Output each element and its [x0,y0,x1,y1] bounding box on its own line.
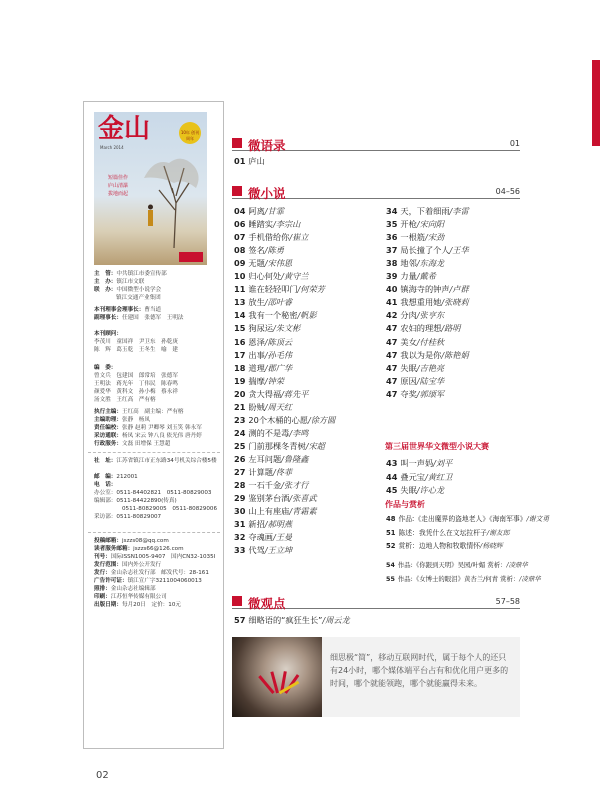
section-title: 微观点 [248,596,286,611]
toc-author: /许心龙 [416,485,445,495]
toc-author: /张才行 [281,480,309,491]
toc-entry[interactable] [234,218,300,230]
toc-author: /宋伟恩 [264,258,293,269]
magazine-cover-image [94,112,207,265]
masthead-footer: 投稿邮箱：jszzs08@qq.com 读者服务邮箱：jszzs66@126.com 刊号：国际ISSN1005-9407 国内CN32-1035I 发行范围：国内外公开发行 发行：金山杂志社发行部 邮发代号：28-161 广告许可证：镇江宣广字3211004060013 照排：金山杂志社编辑部 印刷：江苏恒华传媒有限公司 出版日期：每月20日 定价：10元 [94,538,216,608]
toc-author: /戴希 [416,271,436,282]
toc-author: /钟荣 [264,375,284,386]
toc-page-number: 26 [234,453,246,464]
toc-author: /谢友郎 [486,528,510,537]
toc-author: /张晓莉 [441,297,469,308]
toc-title: 夺奖 [400,388,417,399]
toc-author: /佟菲 [272,467,293,477]
toc-page-number: 29 [234,493,246,504]
toc-author: /凌鼎华 [506,561,528,569]
toc-title: 归心何处 [248,271,282,282]
toc-entry[interactable] [386,484,444,496]
toc-author: /青霜素 [289,506,317,517]
toc-title: 力量 [400,271,417,282]
section-header-weiguandian [232,595,520,609]
masthead-advisors: 本刊顾问： 李茂川 童国祥 尹卫东 孙乾庚 陈 辉 葛玉乾 王冬生 喻 建 [94,331,178,353]
toc-entry[interactable] [234,414,335,426]
toc-entry[interactable] [234,231,309,243]
toc-page-number: 36 [386,232,398,243]
toc-page-number: 16 [234,336,246,347]
toc-entry[interactable] [234,479,309,491]
toc-author: /王曼 [272,532,293,543]
toc-entry[interactable] [386,540,503,552]
toc-entry[interactable] [234,349,292,361]
toc-author: /谢文勇 [526,515,550,523]
review-subheading: 作品与赏析 [385,500,425,509]
toc-title: 恩泽 [248,336,265,347]
toc-page-number: 21 [234,401,246,412]
toc-page-number: 31 [234,519,246,530]
toc-title: 失眠 [400,485,417,495]
toc-title: 赏析：边地人物和牧歌情怀 [398,542,481,550]
toc-page-number: 30 [234,506,246,517]
toc-author: /李雷 [449,206,469,216]
toc-page-number: 54 [386,561,395,569]
toc-entry[interactable] [234,205,284,217]
toc-page-number: 47 [386,323,398,334]
toc-entry[interactable] [234,466,292,478]
toc-entry[interactable] [234,362,292,374]
toc-title: 一根筋 [400,232,425,243]
toc-entry[interactable]: 57 细略语的“疯狂生长”/周云龙 [234,615,350,625]
toc-author: /宋向阳 [416,219,445,230]
toc-page-number: 06 [234,219,246,230]
toc-title: 贪大得福 [248,388,282,399]
section-marker-icon [232,596,242,606]
toc-page-number: 39 [386,271,398,282]
section-page-range: 04–56 [495,187,520,196]
toc-title: 出事 [248,349,265,360]
toc-page-number: 55 [386,574,395,583]
masthead-divider [88,532,220,533]
toc-author: /陈勇 [264,245,284,256]
toc-author: /朱文彬 [272,323,301,334]
toc-author: /陈艳娟 [441,349,469,360]
toc-page-number: 33 [234,545,246,556]
masthead-council: 本刊理事会理事长：曹当道 副理事长：任建国 张德军 王明法 [94,307,184,321]
toc-title: 我有一个秘密 [248,310,298,321]
toc-author: /徐方圆 [307,414,336,425]
toc-page-number: 11 [234,284,246,295]
toc-entry[interactable] [234,531,292,543]
toc-entry[interactable]: 01 庐山 [234,156,265,166]
toc-page-number: 04 [234,206,246,216]
toc-author: /郝明燕 [264,519,293,530]
toc-page-number: 51 [386,528,396,537]
cover-tree-illustration [134,148,204,248]
toc-title: 手机借给你 [248,232,290,243]
toc-author: /黄红卫 [424,471,453,482]
toc-entry[interactable] [234,401,292,413]
toc-author: /刘平 [433,458,453,468]
toc-title: 原因 [400,375,417,386]
toc-title: 鉴别茅台酒 [248,493,290,504]
toc-title: 局长撞了个人 [400,245,450,256]
cover-issue-date: March 2014 [100,145,124,150]
toc-entry[interactable] [386,513,549,525]
toc-author: /路明 [441,323,461,334]
toc-page-number: 14 [234,310,246,321]
toc-entry[interactable] [234,257,292,269]
section-header-weiyulu [232,137,520,151]
toc-title: 我想重用她 [400,297,442,308]
toc-page-number: 48 [386,515,396,523]
toc-entry[interactable] [234,270,309,282]
cover-logo: 金山 [98,114,151,144]
toc-author: /宋劲 [424,232,445,243]
section-page-range: 01 [509,139,520,148]
toc-title: 一石千金 [248,480,282,491]
toc-entry[interactable] [386,218,444,230]
toc-page-number: 47 [386,375,398,386]
toc-author: /杨晓辉 [480,542,503,550]
toc-author: /陈顶云 [264,336,293,347]
masthead-panel [83,101,224,749]
toc-page-number: 42 [386,310,398,321]
section-marker-icon [232,138,242,148]
toc-entry[interactable] [386,388,444,400]
toc-title: 阿离 [248,206,265,216]
chapter-edge-tab [592,60,600,146]
toc-title: 测的不是毒 [248,427,290,438]
toc-entry[interactable] [234,296,292,308]
quote-photo-image [232,637,322,717]
toc-entry[interactable] [234,544,292,556]
toc-page-number: 15 [234,323,246,334]
toc-page-number: 20 [234,388,246,399]
page-number: 02 [96,770,109,781]
masthead-contact: 社 址：江苏省镇江市正东路34号机关综合楼5楼 邮 编：212001 电 话： 办公室：0511-84402821 0511-80829003 编辑部：0511-84422890(传真) 0511-80829005 0511-80829006 采访部：0511-80829007 [94,458,218,520]
toc-page-number: 45 [386,485,398,495]
toc-page-number: 32 [234,532,246,543]
toc-author: /陆宝华 [416,375,445,386]
toc-title: 作品:《女博士的眼泪》黄杏兰/何青 赏析： [397,574,520,583]
toc-title: 无题 [248,258,265,269]
toc-page-number: 47 [386,336,398,347]
toc-entry[interactable] [234,453,309,465]
toc-entry[interactable] [386,573,541,585]
contest-subheading: 第三届世界华文微型小说大赛 [385,442,489,451]
toc-page-number: 18 [234,362,246,373]
toc-entry[interactable] [386,349,469,361]
toc-author: /吉艳亮 [416,362,445,373]
toc-entry[interactable] [386,322,461,334]
toc-page-number: 44 [386,471,398,482]
toc-entry[interactable] [386,471,452,483]
toc-title: 签名 [248,245,265,256]
masthead-editors: 编 委： 曾文兵 包建国 郎常培 张德军 王明法 蒋光年 丁伟民 陈春鸣 颜爱华 黄科文 孙小梅 蔡永祥 汤文胜 王红高 严有榕 [94,365,178,403]
toc-page-number: 09 [234,258,246,269]
toc-author: /王立坤 [264,545,293,556]
toc-page-number: 23 [234,414,246,425]
toc-entry[interactable] [234,518,292,530]
toc-entry[interactable] [386,559,528,571]
toc-title: 天，下着细雨 [400,206,450,216]
section-title: 微小说 [248,186,286,201]
masthead-divider [88,452,220,453]
toc-title: 镇海寺的钟声 [400,284,450,295]
toc-title: 新招 [248,519,265,530]
toc-author: /张喜武 [289,493,317,504]
toc-page-number: 28 [234,480,246,491]
toc-entry[interactable] [234,427,309,439]
toc-entry[interactable] [386,309,444,321]
toc-page-number: 17 [234,349,246,360]
toc-page-number: 25 [234,440,246,451]
toc-entry[interactable] [234,283,325,295]
toc-title: 叫一声妈 [400,458,434,468]
quote-text: 细思极“简”，移动互联网时代，属于每个人的还只有24小时，哪个媒体端平台占有和优化用户更多的时间，哪个就能领跑，哪个就能赢得未来。 [330,653,509,688]
toc-page-number: 10 [234,271,246,282]
cover-headlines: 短篇佳作 庐山清瀑 拔地而起 [108,175,129,197]
toc-author: /东海龙 [416,258,445,269]
toc-title: 睡踏实 [248,219,273,230]
toc-page-number: 27 [234,467,246,477]
toc-author: /卢群 [449,284,469,295]
toc-author: /郡广华 [264,362,293,373]
toc-author: /帆影 [297,310,317,321]
toc-page-number: 43 [386,458,398,468]
toc-entry[interactable] [386,336,444,348]
toc-page-number: 07 [234,232,246,243]
toc-author: /李宗山 [272,219,301,230]
toc-entry[interactable] [386,270,436,282]
toc-author: /邵叶睿 [264,297,293,308]
toc-entry[interactable] [234,244,284,256]
toc-page-number: 37 [386,245,398,256]
toc-title: 代驾 [248,545,265,556]
toc-title: 揣摩 [248,375,265,386]
toc-page-number: 19 [234,375,246,386]
toc-title: 山上有座庙 [248,506,290,517]
toc-author: /宋超 [305,440,325,451]
toc-title: 叠元宝 [400,471,425,482]
masthead-staff: 执行主编：王红高 副主编：严有榕 主编助理：张静 杨凤 责任编校：张静 赵莉 尹卿琴 刘玉笑 韩永军 采访通联：杨凤 宋云 钟八良 依光伟 唐丹婷 行政服务：文磊 田增保 王慧超 [94,409,202,447]
toc-title: 道理 [248,362,265,373]
toc-entry[interactable] [234,375,284,387]
cover-anniversary-badge: 10年 创刊周年 [179,122,201,144]
toc-author: /甘霏 [264,206,284,216]
toc-title: 谁在轻轻叩门 [248,284,298,295]
toc-page-number: 34 [386,206,398,216]
toc-page-number: 35 [386,219,398,230]
section-title: 微语录 [248,138,286,153]
toc-title: 狗尿运 [248,323,273,334]
toc-entry[interactable] [386,296,469,308]
toc-title: 作品:《走出魔界的盗地老人》《海南军事》 [398,515,527,523]
toc-author: /李鸣 [289,427,309,438]
toc-title: 陈述：我凭什么在文坛拉杆子 [398,528,487,537]
toc-title: 20个木桶的心愿 [248,414,308,425]
toc-title: 开枪 [400,219,417,230]
toc-page-number: 52 [386,542,396,550]
toc-page-number: 13 [234,297,246,308]
toc-entry[interactable] [234,388,309,400]
toc-author: /孙毛伟 [264,349,293,360]
section-marker-icon [232,186,242,196]
toc-title: 分肉 [400,310,417,321]
toc-entry[interactable] [386,231,444,243]
section-header-weixiaoshuo [232,185,520,199]
toc-entry[interactable] [234,440,325,452]
toc-entry[interactable] [386,527,510,539]
toc-entry[interactable] [386,457,452,469]
toc-page-number: 47 [386,362,398,373]
toc-entry[interactable] [234,492,317,504]
toc-entry[interactable] [386,244,469,256]
toc-page-number: 47 [386,349,398,360]
toc-page-number: 41 [386,297,398,308]
toc-page-number: 08 [234,245,246,256]
toc-author: /黄守兰 [281,271,309,282]
cover-price-tag [179,252,203,262]
masthead-sponsors: 主 管：中共镇江市委宣传部 主 办：镇江市文联 联 办：中国微型小说学会 镇江交通产业集团 [94,271,167,301]
toc-page-number: 47 [386,388,398,399]
toc-author: /鲁隆鑫 [281,453,309,464]
toc-entry[interactable] [386,205,469,217]
toc-title: 门前那棵冬青树 [248,440,306,451]
toc-title: 盼贼 [248,401,265,412]
toc-title: 夺魂画 [248,532,273,543]
toc-entry[interactable] [386,362,444,374]
toc-title: 农妇的理想 [400,323,442,334]
section-page-range: 57–58 [495,597,520,606]
toc-author: /崔立 [289,232,309,243]
toc-entry[interactable] [234,309,317,321]
toc-title: 我以为是你 [400,349,442,360]
toc-author: /凌鼎华 [519,574,541,583]
toc-entry[interactable] [386,283,469,295]
toc-entry[interactable] [386,257,444,269]
toc-page-number: 38 [386,258,398,269]
toc-title: 地邻 [400,258,417,269]
toc-author: /郭颂军 [416,388,445,399]
toc-author: /何荣芳 [297,284,325,295]
toc-title: 作品:《你跟到天明》吴园/叶媚 赏析： [397,561,507,569]
toc-entry[interactable] [386,375,444,387]
toc-author: /张亨东 [416,310,445,321]
toc-page-number: 24 [234,427,246,438]
toc-title: 左耳问题 [248,453,282,464]
toc-author: /付桂秋 [416,336,445,347]
toc-entry[interactable] [234,322,300,334]
toc-title: 放生 [248,297,265,308]
toc-author: /蒋先平 [281,388,309,399]
toc-title: 美女 [400,336,417,347]
toc-page-number: 40 [386,284,398,295]
toc-entry[interactable] [234,336,292,348]
toc-entry[interactable] [234,505,317,517]
toc-author: /周天红 [264,401,293,412]
toc-title: 失眠 [400,362,417,373]
toc-author: /王华 [449,245,469,256]
toc-title: 计算题 [248,467,273,477]
